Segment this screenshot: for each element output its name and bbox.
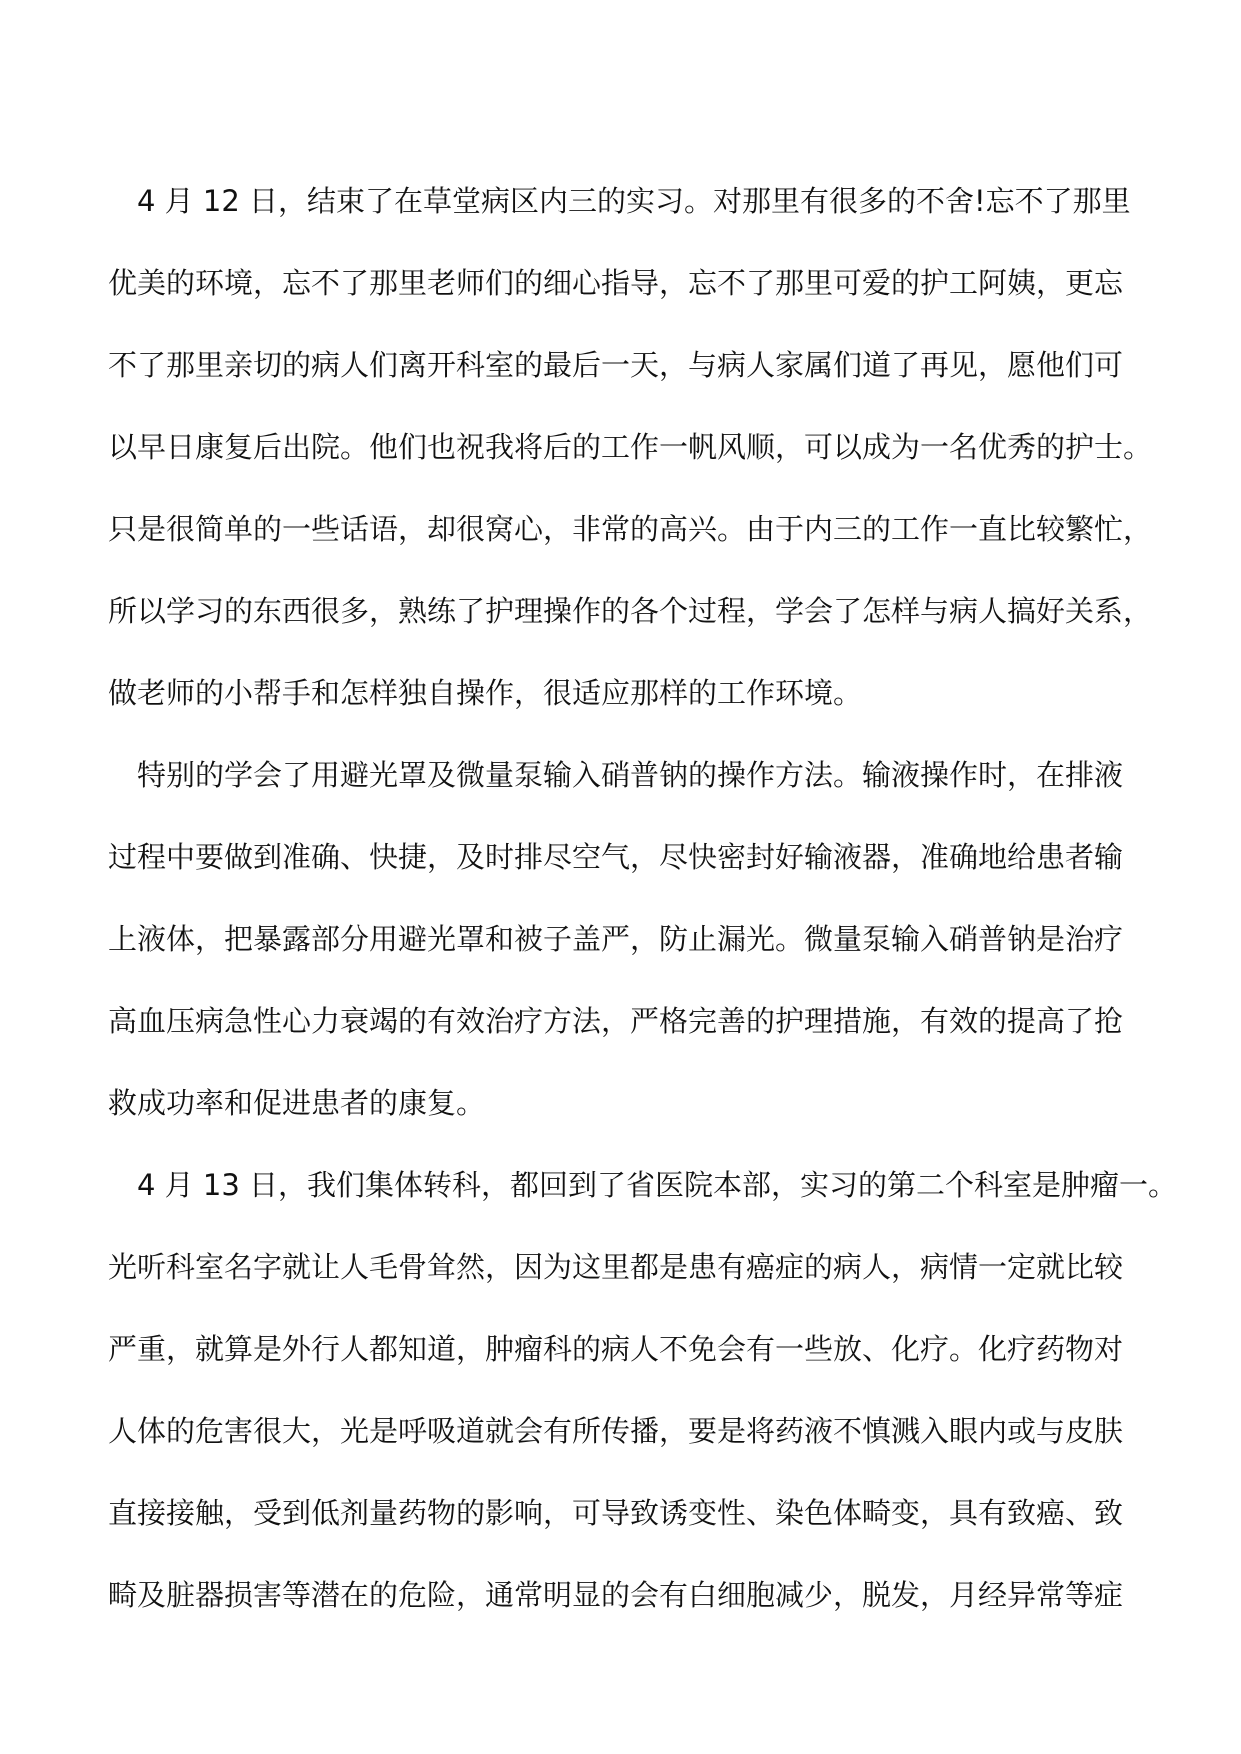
text-line: 4 月 13 日，我们集体转科，都回到了省医院本部，实习的第二个科室是肿瘤一。 [137, 1168, 1178, 1202]
text-line: 上液体，把暴露部分用避光罩和被子盖严，防止漏光。微量泵输入硝普钠是治疗 [108, 922, 1124, 956]
text-line: 过程中要做到准确、快捷，及时排尽空气，尽快密封好输液器，准确地给患者输 [108, 840, 1124, 874]
text-line: 高血压病急性心力衰竭的有效治疗方法，严格完善的护理措施，有效的提高了抢 [108, 1004, 1124, 1038]
text-line: 4 月 12 日，结束了在草堂病区内三的实习。对那里有很多的不舍!忘不了那里 [137, 184, 1131, 218]
text-line: 直接接触，受到低剂量药物的影响，可导致诱变性、染色体畸变，具有致癌、致 [108, 1496, 1124, 1530]
text-line: 光听科室名字就让人毛骨耸然，因为这里都是患有癌症的病人，病情一定就比较 [108, 1250, 1124, 1284]
text-line: 救成功率和促进患者的康复。 [108, 1086, 486, 1120]
document-body [108, 160, 1178, 1636]
text-line: 所以学习的东西很多，熟练了护理操作的各个过程，学会了怎样与病人搞好关系， [108, 594, 1153, 628]
text-line: 严重，就算是外行人都知道，肿瘤科的病人不免会有一些放、化疗。化疗药物对 [108, 1332, 1124, 1366]
text-line: 不了那里亲切的病人们离开科室的最后一天，与病人家属们道了再见，愿他们可 [108, 348, 1124, 382]
text-line: 只是很简单的一些话语，却很窝心，非常的高兴。由于内三的工作一直比较繁忙， [108, 512, 1153, 546]
paragraph-2 [108, 734, 1144, 1144]
text-line: 做老师的小帮手和怎样独自操作，很适应那样的工作环境。 [108, 676, 863, 710]
text-line: 优美的环境，忘不了那里老师们的细心指导，忘不了那里可爱的护工阿姨，更忘 [108, 266, 1124, 300]
paragraph-1 [108, 160, 1153, 734]
text-line: 特别的学会了用避光罩及微量泵输入硝普钠的操作方法。输液操作时，在排液 [137, 758, 1124, 792]
paragraph-3 [108, 1144, 1178, 1636]
text-line: 以早日康复后出院。他们也祝我将后的工作一帆风顺，可以成为一名优秀的护士。 [108, 430, 1153, 464]
text-line: 人体的危害很大，光是呼吸道就会有所传播，要是将药液不慎溅入眼内或与皮肤 [108, 1414, 1124, 1448]
text-line: 畸及脏器损害等潜在的危险，通常明显的会有白细胞减少，脱发，月经异常等症 [108, 1578, 1124, 1612]
